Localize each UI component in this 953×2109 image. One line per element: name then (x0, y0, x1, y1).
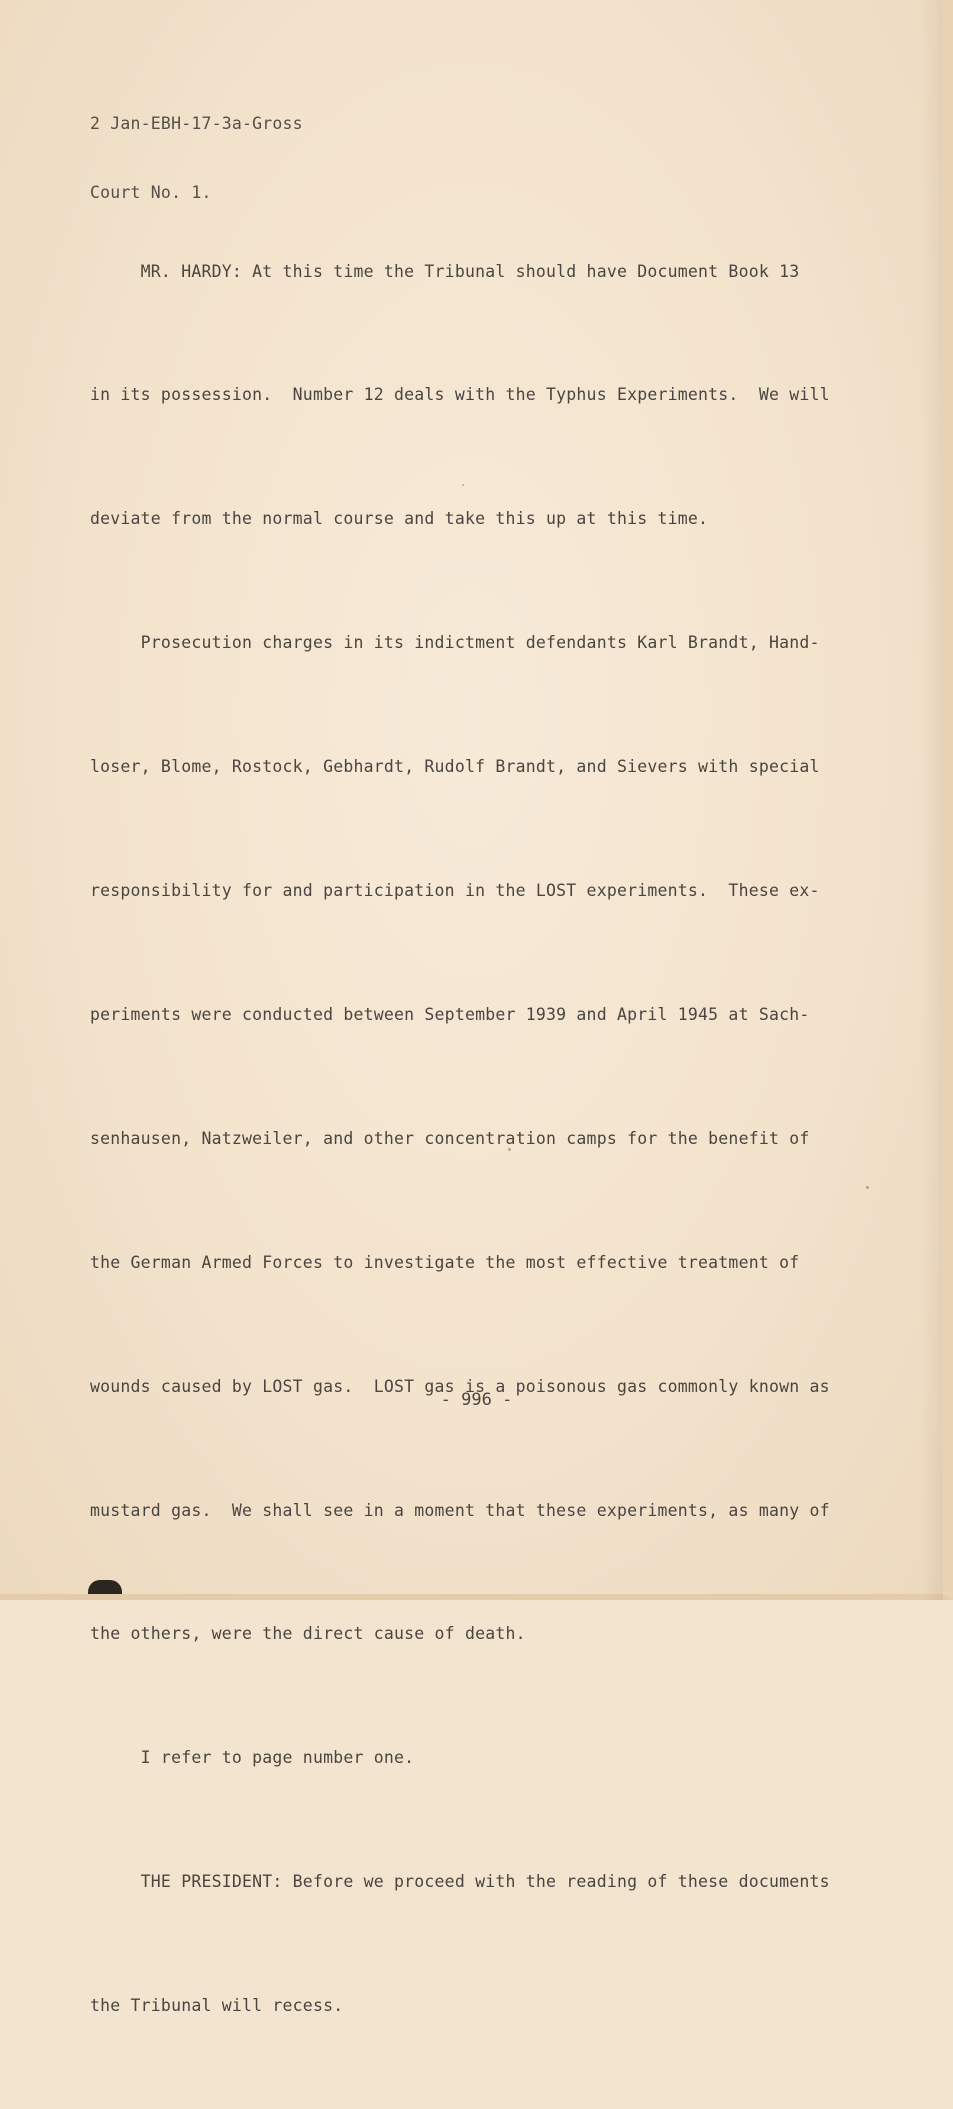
transcript-line: senhausen, Natzweiler, and other concentration camps for the benefit of (90, 1128, 810, 1148)
page-number: - 996 - (440, 1390, 513, 1410)
paper-speck (866, 1186, 869, 1189)
transcript-line: in its possession. Number 12 deals with the Typhus Experiments. We will (90, 385, 830, 405)
transcript-line: wounds caused by LOST gas. LOST gas is a poisonous gas commonly known as (90, 1376, 830, 1396)
header-court-line: Court No. 1. (90, 183, 212, 202)
transcript-line: the German Armed Forces to investigate the most effective treatment of (90, 1252, 800, 1272)
transcript-line: THE PRESIDENT: Before we proceed with the reading of these documents (90, 1872, 830, 1892)
transcript-line: the Tribunal will recess. (90, 1996, 344, 2016)
transcript-line: I refer to page number one. (90, 1748, 415, 1768)
transcript-line: the others, were the direct cause of death. (90, 1624, 526, 1644)
transcript-line: loser, Blome, Rostock, Gebhardt, Rudolf Brandt, and Sievers with special (90, 757, 820, 777)
scan-corner-mark (88, 1580, 122, 1594)
transcript-line: responsibility for and participation in the LOST experiments. These ex- (90, 881, 820, 901)
transcript-line: MR. HARDY: At this time the Tribunal should have Document Book 13 (90, 261, 800, 281)
header-docket-line: 2 Jan-EBH-17-3a-Gross (90, 114, 303, 133)
transcript-body (90, 168, 830, 2109)
transcript-line: periments were conducted between September 1939 and April 1945 at Sach- (90, 1004, 810, 1024)
page-edge-shadow (921, 0, 943, 1600)
transcript-line: deviate from the normal course and take this up at this time. (90, 509, 709, 529)
transcript-line: Prosecution charges in its indictment defendants Karl Brandt, Hand- (90, 633, 820, 653)
paper-speck (462, 484, 464, 486)
transcript-line: mustard gas. We shall see in a moment that these experiments, as many of (90, 1500, 830, 1520)
paper-speck (508, 1148, 511, 1151)
